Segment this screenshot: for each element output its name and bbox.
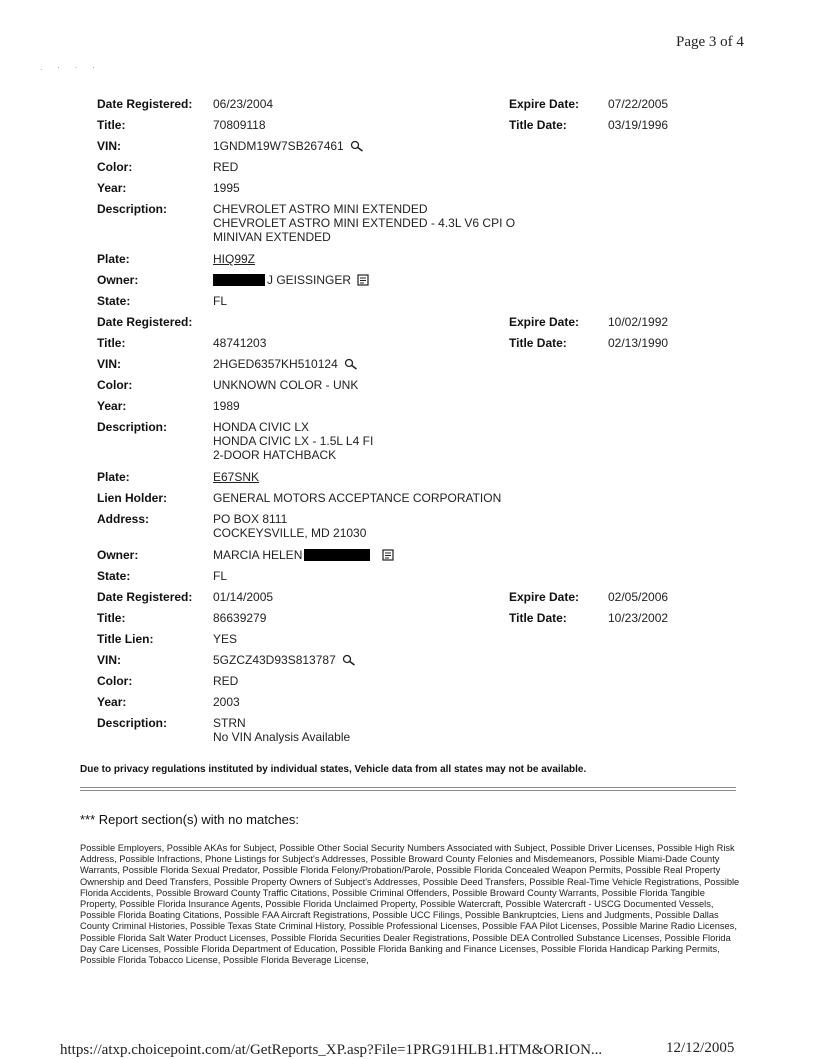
row-vin	[97, 650, 737, 671]
label-owner: Owner:	[97, 273, 139, 287]
privacy-note: Due to privacy regulations instituted by individual states, Vehicle data from all states may not be available.	[80, 764, 587, 775]
row-color	[97, 375, 737, 396]
row-state	[97, 291, 737, 312]
label-date-registered: Date Registered:	[97, 97, 193, 111]
row-vin	[97, 136, 737, 157]
value-expire-date: 10/02/1992	[608, 315, 669, 329]
row-description	[97, 199, 737, 249]
row-year	[97, 692, 737, 713]
label-state: State:	[97, 569, 131, 583]
label-owner: Owner:	[97, 548, 139, 562]
label-date-registered: Date Registered:	[97, 590, 193, 604]
scan-specks: . · · ·	[40, 62, 101, 72]
label-plate: Plate:	[97, 252, 130, 266]
label-description: Description:	[97, 420, 168, 434]
label-color: Color:	[97, 160, 133, 174]
row-vin	[97, 354, 737, 375]
value-vin: 5GZCZ43D93S813787	[213, 653, 336, 667]
label-title: Title:	[97, 336, 126, 350]
label-lien-holder: Lien Holder:	[97, 491, 168, 505]
label-year: Year:	[97, 399, 127, 413]
label-description: Description:	[97, 716, 168, 730]
value-year: 1995	[213, 181, 240, 195]
value-expire-date: 07/22/2005	[608, 97, 669, 111]
row-address	[97, 509, 737, 545]
section-divider	[80, 787, 736, 791]
page-number: Page 3 of 4	[676, 34, 744, 50]
value-vin: 2HGED6357KH510124	[213, 357, 338, 371]
label-title-date: Title Date:	[509, 336, 567, 350]
value-description-line-3: MINIVAN EXTENDED	[213, 230, 331, 244]
value-state: FL	[213, 569, 228, 583]
row-owner	[97, 545, 737, 566]
row-title	[97, 115, 737, 136]
value-address-line-1: PO BOX 8111	[213, 512, 288, 526]
redaction-bar	[304, 549, 370, 561]
label-title-date: Title Date:	[509, 611, 567, 625]
row-date-registered	[97, 312, 737, 333]
value-description-line-1: CHEVROLET ASTRO MINI EXTENDED	[213, 202, 428, 216]
value-lien-holder: GENERAL MOTORS ACCEPTANCE CORPORATION	[213, 491, 502, 505]
value-title-lien: YES	[213, 632, 238, 646]
row-title-lien	[97, 629, 737, 650]
label-plate: Plate:	[97, 470, 130, 484]
value-expire-date: 02/05/2006	[608, 590, 669, 604]
value-color: RED	[213, 674, 239, 688]
row-year	[97, 178, 737, 199]
label-vin: VIN:	[97, 357, 121, 371]
row-color	[97, 671, 737, 692]
row-state	[97, 566, 737, 587]
value-year: 1989	[213, 399, 240, 413]
row-description	[97, 713, 737, 749]
label-state: State:	[97, 294, 131, 308]
label-expire-date: Expire Date:	[509, 590, 580, 604]
magnifier-icon[interactable]	[344, 358, 358, 373]
footer-url: https://atxp.choicepoint.com/at/GetReports_XP.asp?File=1PRG91HLB1.HTM&ORION...	[60, 1042, 603, 1058]
label-date-registered: Date Registered:	[97, 315, 193, 329]
value-description-line-1: STRN	[213, 716, 246, 730]
label-title-date: Title Date:	[509, 118, 567, 132]
value-vin: 1GNDM19W7SB267461	[213, 139, 344, 153]
value-color: RED	[213, 160, 239, 174]
value-plate-link[interactable]: E67SNK	[213, 470, 260, 484]
value-owner: J GEISSINGER	[267, 273, 352, 287]
value-title-date: 10/23/2002	[608, 611, 669, 625]
label-title: Title:	[97, 611, 126, 625]
value-description-line-1: HONDA CIVIC LX	[213, 420, 310, 434]
footer-date: 12/12/2005	[666, 1040, 735, 1056]
value-title: 86639279	[213, 611, 267, 625]
redaction-bar	[213, 274, 265, 286]
value-title-date: 03/19/1996	[608, 118, 669, 132]
value-color: UNKNOWN COLOR - UNK	[213, 378, 359, 392]
value-description-line-3: 2-DOOR HATCHBACK	[213, 448, 337, 462]
row-color	[97, 157, 737, 178]
row-plate	[97, 467, 737, 488]
value-address-line-2: COCKEYSVILLE, MD 21030	[213, 526, 367, 540]
no-matches-list: Possible Employers, Possible AKAs for Subject, Possible Other Social Security Numbers Associated with Subject, Possible Driver Licenses, Possible High Risk Address, Possible Infractions, Phone Listings for Subject's Addresses, Possible Broward County Felonies and Misdemeanors, Possible Miami-Dade County Warrants, Possible Florida Sexual Predator, Possible Florida Felony/Probation/Parole, Possible Florida Concealed Weapon Permits, Possible Real Property Ownership and Deed Transfers, Possible Property Owners of Subject's Addresses, Possible Deed Transfers, Possible Real-Time Vehicle Registrations, Possible Florida Accidents, Possible Broward County Traffic Citations, Possible Criminal Offenders, Possible Broward County Warrants, Possible Florida Tangible Property, Possible Florida Insurance Agents, Possible Florida Unclaimed Property, Possible Watercraft, Possible Watercraft - USCG Documented Vessels, Possible Florida Boating Citations, Possible FAA Aircraft Registrations, Possible UCC Filings, Possible Bankruptcies, Liens and Judgments, Possible Dallas County Criminal Histories, Possible Texas State Criminal History, Possible Professional Licenses, Possible FAA Pilot Licenses, Possible Marine Radio Licenses, Possible Florida Salt Water Product Licenses, Possible Florida Securities Dealer Registrations, Possible DEA Controlled Substance Licenses, Possible Florida Day Care Licenses, Possible Florida Department of Education, Possible Florida Banking and Finance Licenses, Possible Florida Handicap Parking Permits, Possible Florida Tobacco License, Possible Florida Beverage License,	[80, 843, 740, 966]
label-description: Description:	[97, 202, 168, 216]
value-title: 70809118	[213, 118, 266, 132]
label-color: Color:	[97, 674, 133, 688]
row-lien-holder	[97, 488, 737, 509]
row-plate	[97, 249, 737, 270]
magnifier-icon[interactable]	[350, 140, 364, 155]
value-title-date: 02/13/1990	[608, 336, 669, 350]
row-description	[97, 417, 737, 467]
vehicle-records	[97, 94, 737, 749]
value-description-line-2: No VIN Analysis Available	[213, 730, 351, 744]
value-description-line-2: HONDA CIVIC LX - 1.5L L4 FI	[213, 434, 374, 448]
value-plate-link[interactable]: HIQ99Z	[213, 252, 256, 266]
document-icon[interactable]	[382, 549, 394, 564]
label-expire-date: Expire Date:	[509, 315, 580, 329]
label-title: Title:	[97, 118, 126, 132]
label-color: Color:	[97, 378, 133, 392]
magnifier-icon[interactable]	[342, 654, 356, 669]
label-expire-date: Expire Date:	[509, 97, 580, 111]
value-title: 48741203	[213, 336, 267, 350]
row-date-registered	[97, 587, 737, 608]
row-year	[97, 396, 737, 417]
document-icon[interactable]	[357, 274, 369, 289]
value-date-registered: 01/14/2005	[213, 590, 274, 604]
row-owner	[97, 270, 737, 291]
label-vin: VIN:	[97, 653, 121, 667]
value-year: 2003	[213, 695, 240, 709]
no-matches-heading: *** Report section(s) with no matches:	[80, 812, 299, 827]
value-description-line-2: CHEVROLET ASTRO MINI EXTENDED - 4.3L V6 CPI O	[213, 216, 516, 230]
row-title	[97, 333, 737, 354]
value-date-registered: 06/23/2004	[213, 97, 274, 111]
value-state: FL	[213, 294, 228, 308]
row-title	[97, 608, 737, 629]
label-vin: VIN:	[97, 139, 121, 153]
value-owner: MARCIA HELEN	[213, 548, 303, 562]
row-date-registered	[97, 94, 737, 115]
label-year: Year:	[97, 695, 127, 709]
label-title-lien: Title Lien:	[97, 632, 154, 646]
label-year: Year:	[97, 181, 127, 195]
label-address: Address:	[97, 512, 150, 526]
